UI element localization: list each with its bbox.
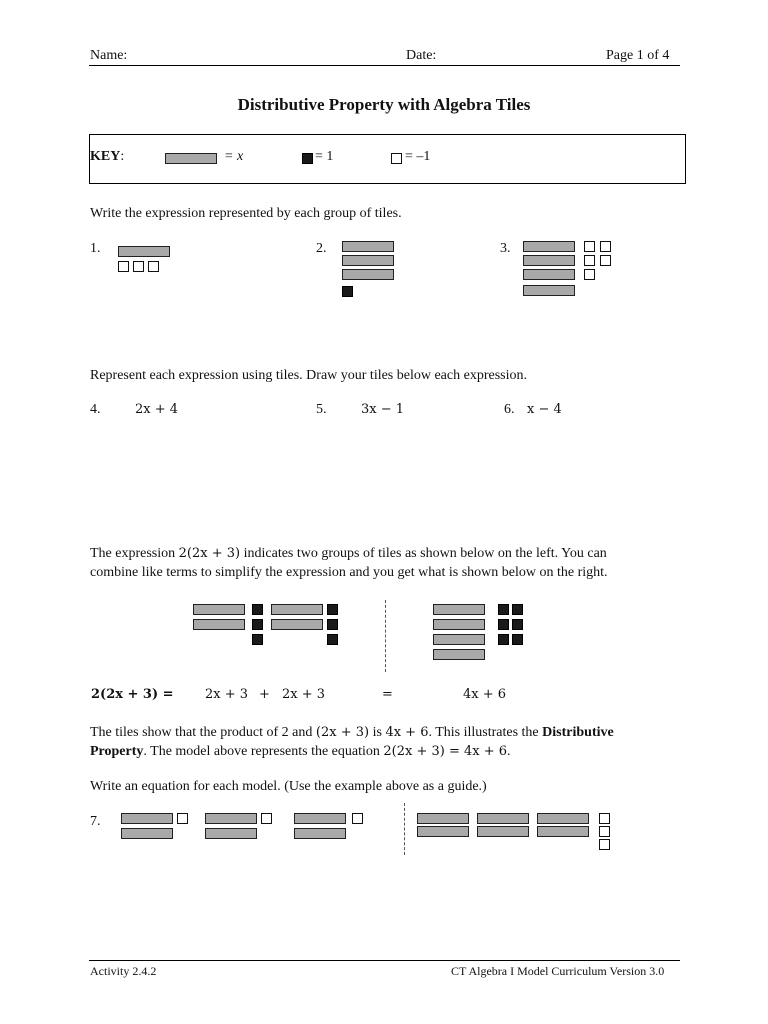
ex-x-tile — [433, 649, 485, 660]
example-rhs: 4x + 6 — [463, 687, 507, 702]
p7-x-tile — [537, 826, 589, 837]
p3-x-tile — [523, 269, 575, 280]
date-label: Date: — [406, 48, 437, 63]
p3-neg-tile — [584, 269, 595, 280]
p1-neg-tile — [118, 261, 129, 272]
key-positive-text: = 1 — [315, 149, 334, 164]
problem-3-number: 3. — [500, 241, 511, 256]
divider-dashed — [385, 600, 386, 672]
p7-x-tile — [294, 813, 346, 824]
page-title: Distributive Property with Algebra Tiles — [237, 95, 531, 114]
key-positive-tile — [302, 153, 313, 164]
p2-x-tile — [342, 255, 394, 266]
ex-x-tile — [433, 634, 485, 645]
ex-pos-tile — [512, 634, 523, 645]
ex-x-tile — [193, 604, 245, 615]
p3-neg-tile — [600, 241, 611, 252]
ex-x-tile — [433, 619, 485, 630]
problem-5-number: 5. — [316, 402, 327, 417]
explanation-paragraph: The tiles show that the product of 2 and (2x + 3) is 4x + 6. This illustrates the Distributive Property. The model above represents the equation 2(2x + 3) = 4x + 6. — [90, 725, 614, 759]
ex-pos-tile — [252, 619, 263, 630]
p7-x-tile — [417, 813, 469, 824]
p7-x-tile — [294, 828, 346, 839]
p7-neg-tile — [599, 839, 610, 850]
ex-x-tile — [271, 619, 323, 630]
p7-x-tile — [537, 813, 589, 824]
footer-activity: Activity 2.4.2 — [90, 964, 157, 978]
p2-x-tile — [342, 241, 394, 252]
p7-x-tile — [205, 828, 257, 839]
key-x-tile — [165, 153, 217, 164]
p3-x-tile — [523, 285, 575, 296]
p7-neg-tile — [599, 826, 610, 837]
problem-4-expression: 2x + 4 — [135, 402, 179, 417]
ex-x-tile — [433, 604, 485, 615]
ex-x-tile — [271, 604, 323, 615]
p3-neg-tile — [584, 241, 595, 252]
ex-pos-tile — [498, 634, 509, 645]
p1-x-tile — [118, 246, 170, 257]
ex-x-tile — [193, 619, 245, 630]
section3-instruction: Write an equation for each model. (Use the example above as a guide.) — [90, 779, 487, 794]
p2-pos-tile — [342, 286, 353, 297]
p2-x-tile — [342, 269, 394, 280]
p7-x-tile — [121, 828, 173, 839]
name-label: Name: — [90, 48, 128, 63]
page-number: Page 1 of 4 — [606, 48, 670, 63]
problem-4-number: 4. — [90, 402, 101, 417]
example-paragraph: The expression 2(2x + 3) indicates two groups of tiles as shown below on the left. You can combine like terms to simplify the expression and you get what is shown below on the right. — [90, 546, 608, 580]
p7-x-tile — [205, 813, 257, 824]
p3-neg-tile — [600, 255, 611, 266]
p3-neg-tile — [584, 255, 595, 266]
example-group2: 2x + 3 — [282, 687, 326, 702]
p3-x-tile — [523, 255, 575, 266]
problem-6-number: 6. — [504, 402, 515, 417]
p7-neg-tile — [352, 813, 363, 824]
ex-pos-tile — [498, 604, 509, 615]
p1-neg-tile — [148, 261, 159, 272]
key-negative-text: = –1 — [405, 149, 431, 164]
ex-pos-tile — [498, 619, 509, 630]
ex-pos-tile — [327, 634, 338, 645]
footer-rule — [89, 960, 680, 961]
ex-pos-tile — [512, 604, 523, 615]
key-negative-tile — [391, 153, 402, 164]
problem-1-number: 1. — [90, 241, 101, 256]
header-rule — [89, 65, 680, 66]
p7-x-tile — [417, 826, 469, 837]
p3-x-tile — [523, 241, 575, 252]
divider-dashed — [404, 803, 405, 855]
section2-instruction: Represent each expression using tiles. Draw your tiles below each expression. — [90, 368, 527, 383]
ex-pos-tile — [512, 619, 523, 630]
p7-neg-tile — [599, 813, 610, 824]
problem-5-expression: 3x − 1 — [361, 402, 405, 417]
key-label: KEY: — [90, 149, 125, 164]
p7-neg-tile — [177, 813, 188, 824]
ex-pos-tile — [327, 619, 338, 630]
p7-x-tile — [121, 813, 173, 824]
p7-x-tile — [477, 813, 529, 824]
example-plus: + — [259, 687, 270, 702]
p1-neg-tile — [133, 261, 144, 272]
footer-curriculum: CT Algebra I Model Curriculum Version 3.0 — [451, 964, 665, 978]
p7-x-tile — [477, 826, 529, 837]
section1-instruction: Write the expression represented by each group of tiles. — [90, 206, 402, 221]
problem-6-expression: x − 4 — [527, 402, 562, 417]
ex-pos-tile — [252, 634, 263, 645]
ex-pos-tile — [252, 604, 263, 615]
example-equals: = — [382, 687, 393, 702]
problem-7-number: 7. — [90, 814, 101, 829]
example-group1: 2x + 3 — [205, 687, 249, 702]
example-lhs: 2(2x + 3) = — [91, 687, 174, 702]
p7-neg-tile — [261, 813, 272, 824]
ex-pos-tile — [327, 604, 338, 615]
problem-2-number: 2. — [316, 241, 327, 256]
key-x-text: = x — [224, 149, 244, 164]
